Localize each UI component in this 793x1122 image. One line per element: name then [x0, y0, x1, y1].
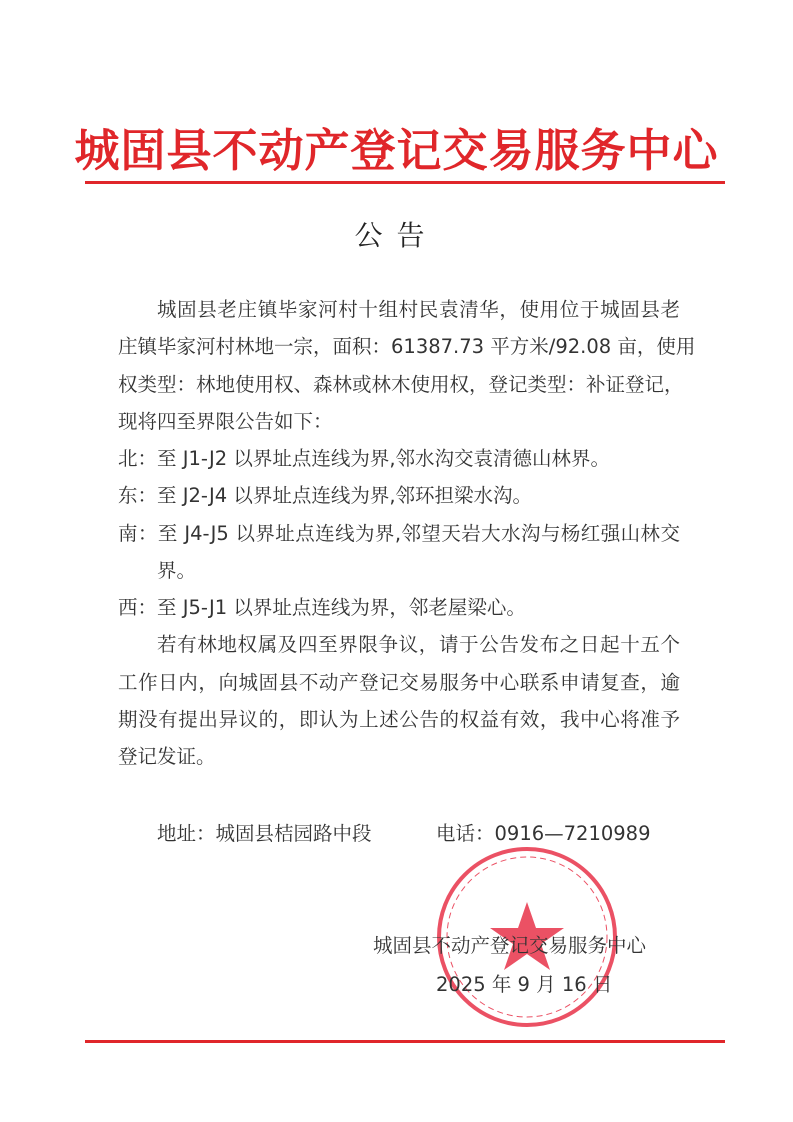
bottom-divider	[85, 1040, 725, 1043]
notice-body	[118, 291, 696, 775]
address: 地址：城固县桔园路中段	[157, 822, 372, 845]
boundary-south: 南：至 J4-J5 以界址点连线为界,邻望天岩大水沟与杨红强山林交	[118, 521, 680, 545]
boundary-west: 西：至 J5-J1 以界址点连线为界，邻老屋梁心。	[118, 596, 526, 619]
signature-date: 2025 年 9 月 16 日	[436, 973, 613, 996]
top-divider	[85, 181, 725, 184]
signature-org: 城固县不动产登记交易服务中心	[373, 934, 647, 957]
notice-heading: 公告	[354, 219, 439, 252]
body-line: 工作日内，向城固县不动产登记交易服务中心联系申请复查，逾	[118, 670, 680, 694]
body-line: 若有林地权属及四至界限争议，请于公告发布之日起十五个	[157, 633, 680, 657]
body-line: 现将四至界限公告如下：	[118, 409, 333, 433]
boundary-east: 东：至 J2-J4 以界址点连线为界,邻环担梁水沟。	[118, 484, 533, 508]
body-line: 城固县老庄镇毕家河村十组村民袁清华，使用位于城固县老	[157, 298, 680, 321]
boundary-north: 北：至 J1-J2 以界址点连线为界,邻水沟交袁清德山林界。	[118, 447, 611, 470]
body-line: 权类型：林地使用权、森林或林木使用权，登记类型：补证登记，	[118, 372, 684, 396]
document-title: 城固县不动产登记交易服务中心	[74, 124, 719, 177]
body-line: 登记发证。	[118, 745, 216, 768]
boundary-south-cont: 界。	[157, 558, 197, 582]
body-line: 期没有提出异议的，即认为上述公告的权益有效，我中心将准予	[118, 707, 680, 731]
phone: 电话：0916—7210989	[436, 822, 651, 845]
body-line: 庄镇毕家河村林地一宗，面积：61387.73 平方米/92.08 亩，使用	[118, 335, 696, 359]
